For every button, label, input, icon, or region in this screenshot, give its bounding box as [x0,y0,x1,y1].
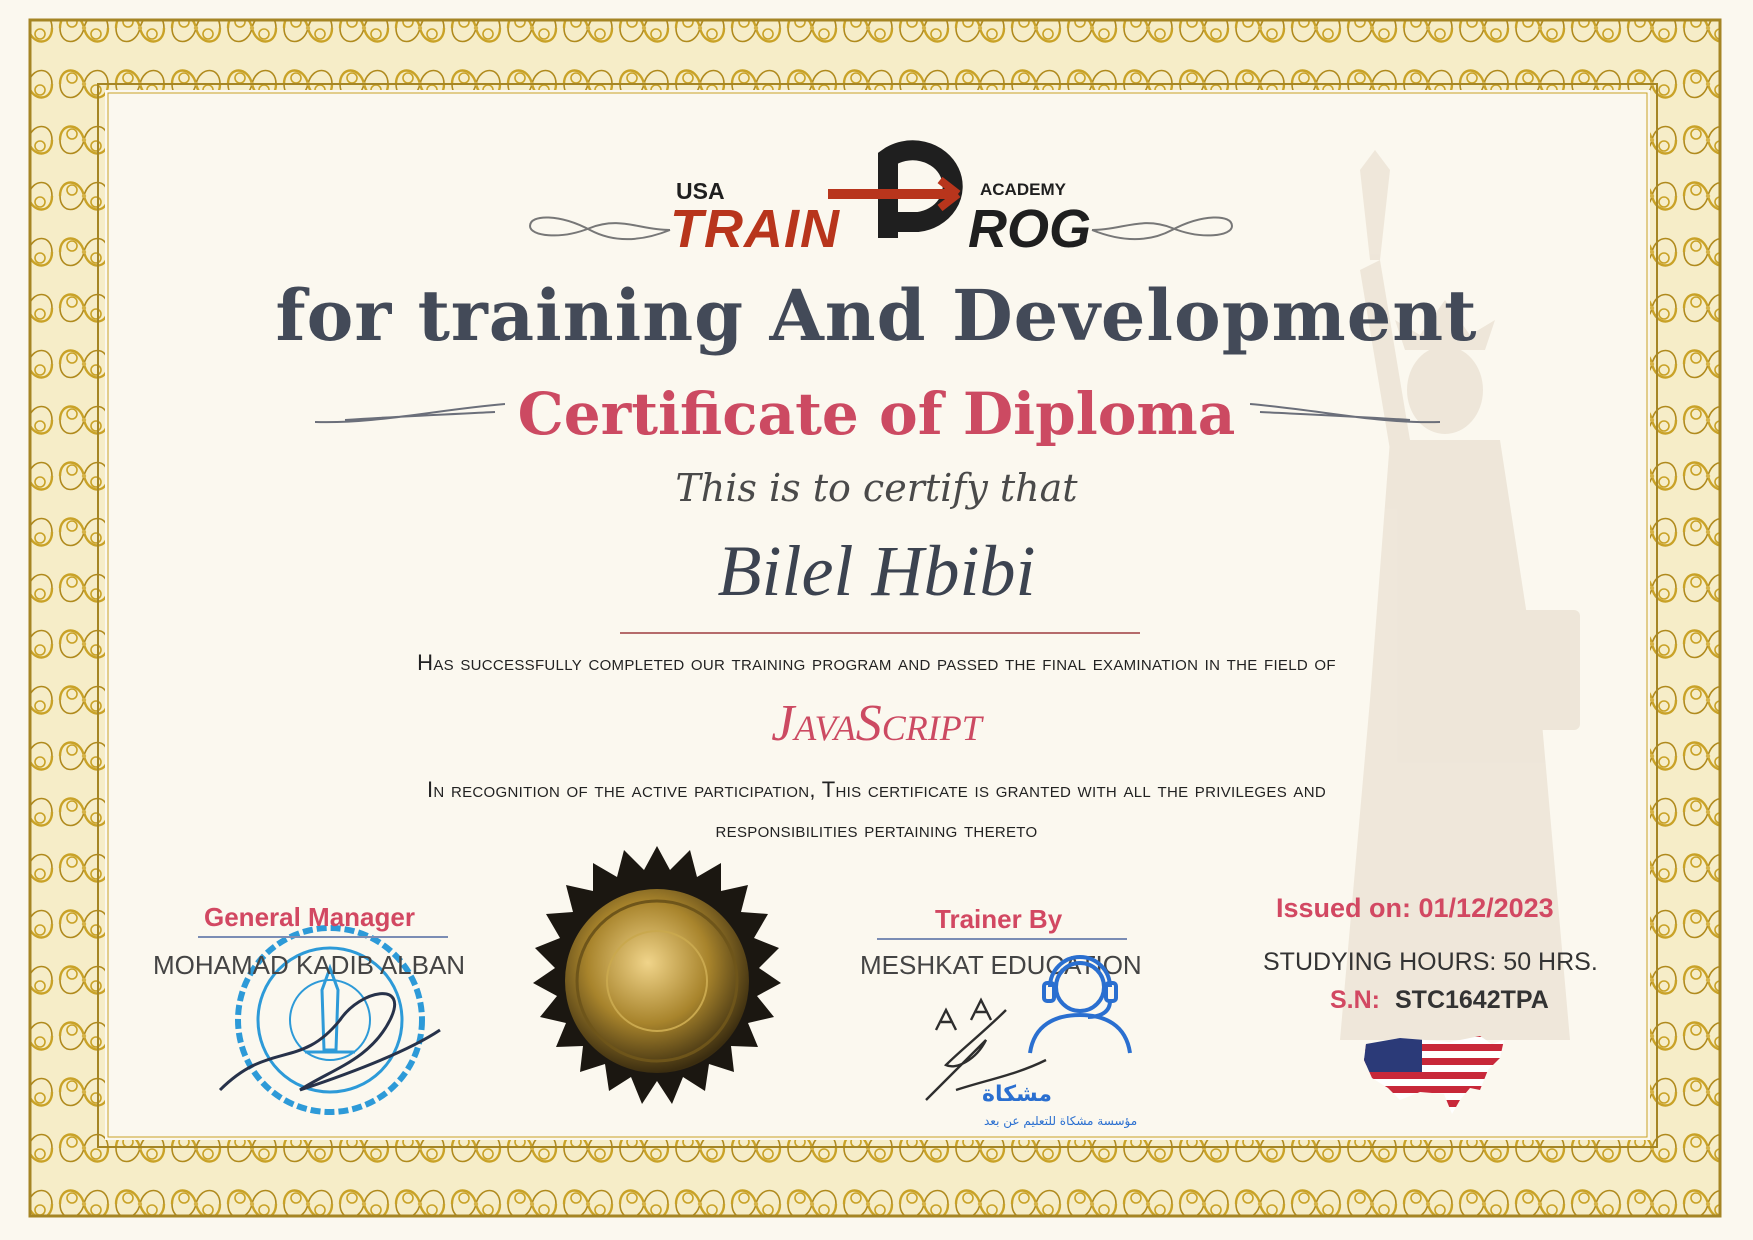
logo-rog-text: ROG [968,199,1092,259]
trainer-name: MESHKAT EDUCATION [860,950,1142,980]
recipient-name: Bilel Hbibi [717,531,1036,611]
usa-map-flag-icon [1360,1030,1510,1120]
recognition-line-1: In recognition of the active participation, This certificate is granted with all the privileges and [427,777,1326,802]
logo-academy-text: ACADEMY [980,180,1066,199]
trainer-logo-arabic: مشكاة [982,1082,1053,1107]
trainer-logo-subtitle: مؤسسة مشكاة للتعليم عن بعد [984,1114,1138,1128]
logo-train-text: TRAIN [670,199,840,259]
flourish-left-icon [520,208,680,258]
recognition-line-2: responsibilities pertaining thereto [715,817,1038,842]
studying-hours: STUDYING HOURS: 50 HRS. [1263,948,1598,976]
certify-text: This is to certify that [675,466,1078,510]
trainer-signature [916,990,1066,1110]
general-manager-name: MOHAMAD KADIB ALBAN [153,950,466,980]
trainer-label: Trainer By [935,904,1063,934]
general-manager-label: General Manager [204,902,415,932]
certificate-title: Certificate of Diploma [517,380,1236,448]
flourish-right-icon [1082,208,1242,258]
serial-number: STC1642TPA [1395,986,1549,1014]
general-manager-line [198,936,448,938]
course-field: JavaScript [771,695,982,752]
issued-date: Issued on: 01/12/2023 [1276,893,1554,923]
trainer-line [877,938,1127,940]
logo-usa-text: USA [676,178,725,204]
gold-seal [522,846,792,1116]
serial-label: S.N: [1330,986,1380,1014]
recognition-text [0,770,1753,850]
completion-text: Has successfully completed our training program and passed the final examination in the field of [417,650,1336,675]
name-underline [620,632,1140,634]
subtitle: for training And Development [275,274,1478,357]
